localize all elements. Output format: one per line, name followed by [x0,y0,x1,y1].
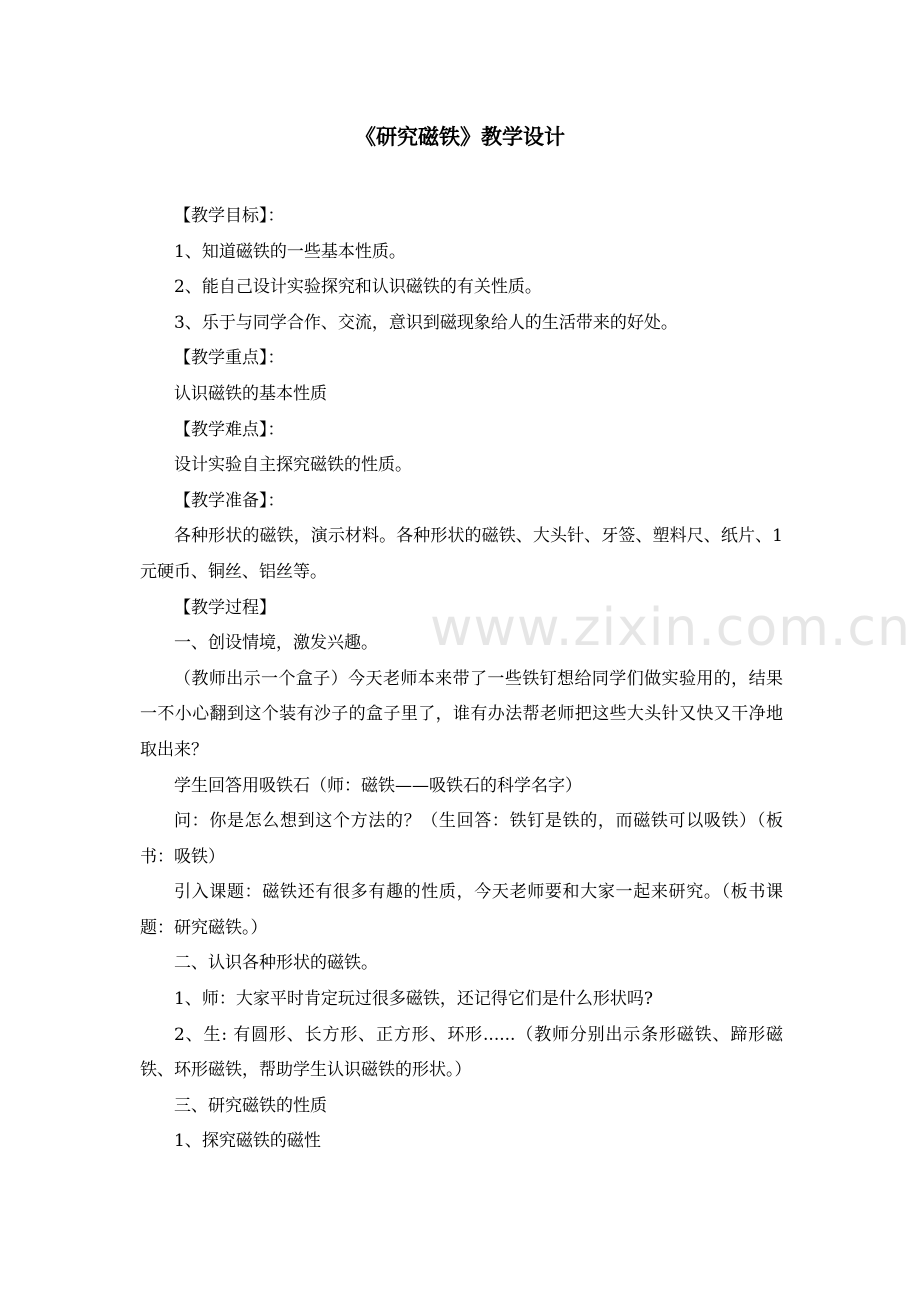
paragraph: （教师出示一个盒子）今天老师本来带了一些铁钉想给同学们做实验用的，结果一不小心翻到这个装有沙子的盒子里了，谁有办法帮老师把这些大头针又快又干净地取出来？ [140,668,783,760]
paragraph: 1、探究磁铁的磁性 [174,1131,321,1152]
paragraph: 2、能自己设计实验探究和认识磁铁的有关性质。 [174,277,542,298]
document-title: 《研究磁铁》教学设计 [355,124,565,149]
paragraph: 认识磁铁的基本性质 [174,383,327,404]
watermark: www.zixin.com.cn [430,598,911,658]
paragraph: 引入课题：磁铁还有很多有趣的性质，今天老师要和大家一起来研究。（板书课题：研究磁铁。） [140,882,783,938]
paragraph: 【教学难点】： [174,419,285,440]
paragraph: 学生回答用吸铁石（师：磁铁——吸铁石的科学名字） [174,775,582,796]
paragraph: 【教学重点】： [174,348,285,369]
paragraph: 2、生: 有圆形、长方形、正方形、环形......（教师分别出示条形磁铁、蹄形磁铁、环形磁铁，帮助学生认识磁铁的形状。） [140,1024,783,1081]
paragraph: 【教学准备】： [174,490,285,511]
paragraph: 问：你是怎么想到这个方法的？（生回答：铁钉是铁的，而磁铁可以吸铁）（板书：吸铁） [140,811,783,867]
paragraph: 三、研究磁铁的性质 [174,1095,327,1116]
paragraph: 1、师：大家平时肯定玩过很多磁铁，还记得它们是什么形状吗? [174,989,653,1010]
document-body [140,199,783,1160]
paragraph: 各种形状的磁铁，演示材料。各种形状的磁铁、大头针、牙签、塑料尺、纸片、1元硬币、铜丝、铝丝等。 [140,526,783,582]
paragraph: 一、创设情境，激发兴趣。 [174,633,378,654]
paragraph: 【教学过程】 [174,597,276,618]
paragraph: 3、乐于与同学合作、交流，意识到磁现象给人的生活带来的好处。 [174,312,678,333]
paragraph: 二、认识各种形状的磁铁。 [174,953,378,974]
paragraph: 1、知道磁铁的一些基本性质。 [174,241,406,262]
paragraph: 【教学目标】： [174,206,285,226]
paragraph: 设计实验自主探究磁铁的性质。 [174,455,412,476]
